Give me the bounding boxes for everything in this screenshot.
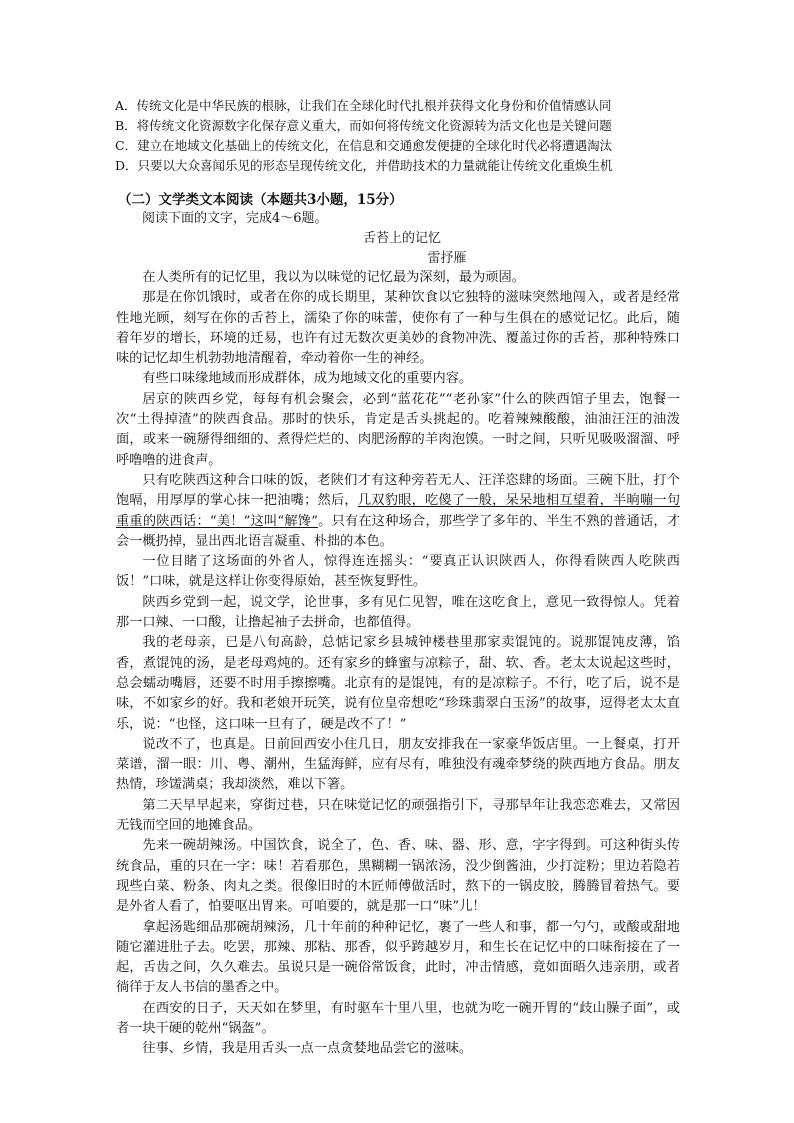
paragraph-5-tail: 。只有在这种场合，那些学了多年的、半生不熟的普通话，才会一概扔掉，显出西北语言凝重、朴拙的本色。 <box>116 513 680 549</box>
paragraph-14: 往事、乡情，我是用舌头一点一点贪婪地品尝它的滋味。 <box>142 1041 473 1057</box>
paragraph-8: 我的老母亲，已是八旬高龄，总惦记家乡县城钟楼巷里那家卖馄饨的。说那馄饨皮薄，馅香，煮馄饨的汤，是老母鸡炖的。还有家乡的蜂蜜与凉粽子，甜、软、香。老太太说起这些时，总会蠕动嘴唇，还要不时用手擦擦嘴。北京有的是馄饨，有的是凉粽子。不行，吃了后，说不是味，不如家乡的好。我和老娘开玩笑，说有位皇帝想吃“珍珠翡翠白玉汤”的故事，逗得老太太直乐，说：“也怪，这口味一旦有了，硬是改不了！” <box>116 635 680 732</box>
essay-author: 雷抒雁 <box>427 251 467 266</box>
option-d: D．只要以大众喜闻乐见的形态呈现传统文化，并借助技术的力量就能让传统文化重焕生机 <box>115 158 613 173</box>
paragraph-5 <box>116 471 680 552</box>
paragraph-11: 先来一碗胡辣汤。中国饮食，说全了，色、香、味、器、形、意，字字得到。可这种街头传统食品，重的只在一字：味！若看那色，黑糊糊一锅浓汤，没少倒酱油，少打淀粉；里边若隐若现些白菜、粉条、肉丸之类。很像旧时的木匠师傅做活时，熬下的一锅皮胶，腾腾冒着热气。要是外省人看了，怕要呕出胃来。可咱要的，就是那一口“味”儿！ <box>116 838 680 915</box>
paragraph-3: 有些口味缘地域而形成群体，成为地域文化的重要内容。 <box>142 371 473 387</box>
paragraph-7: 陕西乡党到一起，说文学，论世事，多有见仁见智，唯在这吃食上，意见一致得惊人。凭着那一口辣、一口酸，让撸起袖子去拼命，也都值得。 <box>116 594 680 631</box>
paragraph-12: 拿起汤匙细品那碗胡辣汤，几十年前的种种记忆，裹了一些人和事，都一勺勺，或酸或甜地随它灌进肚子去。吃罢，那辣、那粘、那香，似乎跨越岁月，和生长在记忆中的口味衔接在了一起，舌齿之间，久久难去。虽说只是一碗俗常饭食，此时，冲击情感，竟如面晤久违亲朋，或者徜徉于友人书信的墨香之中。 <box>116 919 680 996</box>
option-b: B．将传统文化资源数字化保存意义重大，而如何将传统文化资源转为活文化也是关键问题 <box>115 118 612 133</box>
paragraph-13: 在西安的日子，天天如在梦里，有时驱车十里八里，也就为吃一碗开胃的“歧山臊子面”，或者一块干硬的乾州“锅盔”。 <box>116 1000 680 1036</box>
paragraph-9: 说改不了，也真是。日前回西安小住几日，朋友安排我在一家豪华饭店里。一上餐桌，打开菜谱，溜一眼：川、粤、潮州，生猛海鲜，应有尽有，唯独没有魂牵梦绕的陕西地方食品。朋友热情，珍馐满桌；我却淡然，难以下箸。 <box>116 736 680 793</box>
section-title: （二）文学类文本阅读（本题共3小题，15分） <box>118 192 403 208</box>
paragraph-4: 居京的陕西乡党，每每有机会聚会，必到“蓝花花”“老孙家”什么的陕西馆子里去，饱餐一次“土得掉渣”的陕西食品。那时的快乐，肯定是舌头挑起的。吃着辣辣酸酸，油油汪汪的油泼面，或来一碗掰得细细的、煮得烂烂的、肉肥汤醇的羊肉泡馍。一时之间，只听见吸吸溜溜、呼呼噜噜的进食声。 <box>116 391 680 468</box>
option-c: C．建立在地域文化基础上的传统文化，在信息和交通愈发便捷的全球化时代必将遭遇淘汰 <box>115 138 613 153</box>
option-a: A．传统文化是中华民族的根脉，让我们在全球化时代扎根并获得文化身份和价值情感认同 <box>115 98 612 113</box>
essay-title: 舌苔上的记忆 <box>362 231 441 246</box>
reading-instruction: 阅读下面的文字，完成4～6题。 <box>142 211 328 226</box>
essay-body <box>116 268 680 1060</box>
paragraph-1: 在人类所有的记忆里，我以为以味觉的记忆最为深刻，最为顽固。 <box>142 270 525 285</box>
answer-options <box>115 96 685 176</box>
paragraph-10: 第二天早早起来，穿街过巷，只在味觉记忆的顽强指引下，寻那早年让我恋恋难去，又常因无钱而空回的地摊食品。 <box>116 797 680 834</box>
paragraph-5-lead: 只有吃陕西这种合口味的饭，老陕们才有这种旁若无人、汪洋恣肆的场面。三碗下肚，打个饱嗝，用厚厚的掌心抹一把油嘴；然后， <box>116 472 680 509</box>
underlined-sentence: 几双豹眼，吃傻了一般，呆呆地相互望着，半晌嘣一句重重的陕西话：“美！”这叫“解馋” <box>116 493 681 529</box>
paragraph-2: 那是在你饥饿时，或者在你的成长期里，某种饮食以它独特的滋味突然地闯入，或者是经常性地光顾，刻写在你的舌苔上，濡染了你的味蕾，使你有了一种与生俱在的感觉记忆。此后，随着年岁的增长，环境的迁易，也许有过无数次更美妙的食物冲洗、覆盖过你的舌苔，那种特殊口味的记忆却生机勃勃地清醒着，牵动着你一生的神经。 <box>116 290 680 367</box>
paragraph-6: 一位目睹了这场面的外省人，惊得连连摇头：“要真正认识陕西人，你得看陕西人吃陕西饭！”口味，就是这样让你变得原始，甚至恢复野性。 <box>116 554 680 590</box>
